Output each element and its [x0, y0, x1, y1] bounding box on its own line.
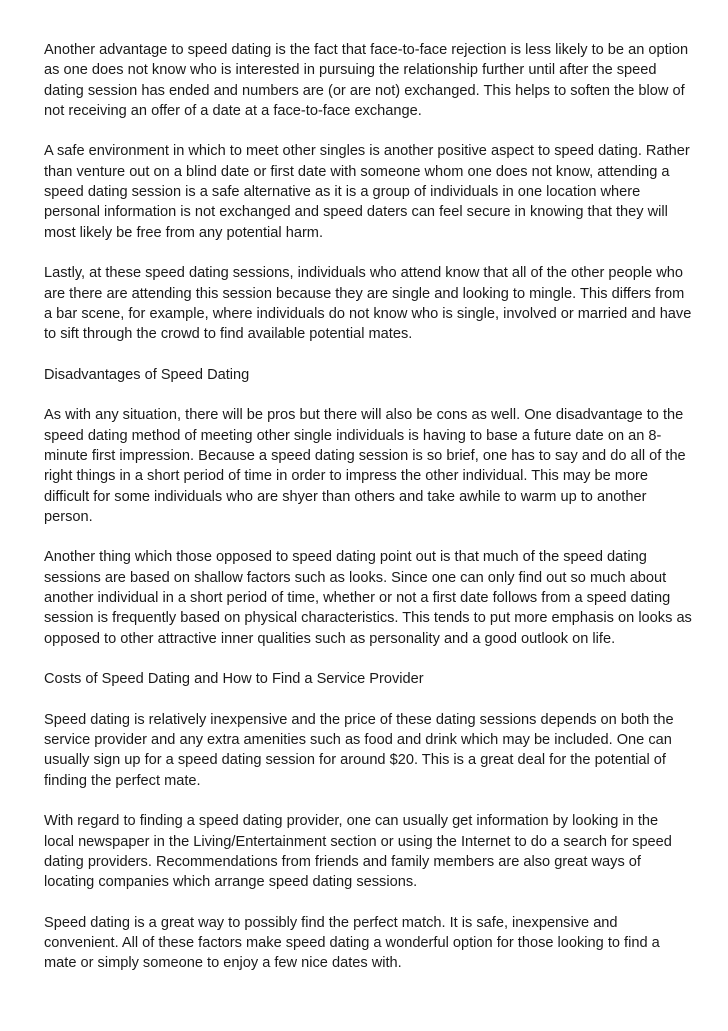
- document-page: [44, 40, 692, 994]
- paragraph-finding-provider: With regard to finding a speed dating provider, one can usually get information by looking in the local newspaper in the Living/Entertainment section or using the Internet to do a search for speed dating providers. Recommendations from friends and family members are also great ways of locating companies which arrange speed dating sessions.: [44, 813, 672, 891]
- paragraph-safe-environment: A safe environment in which to meet other singles is another positive aspect to speed dating. Rather than venture out on a blind date or first date with someone whom one does not know, attending a speed dating session is a safe alternative as it is a group of individuals in one location where personal information is not exchanged and speed daters can feel secure in knowing that they will most likely be free from any potential harm.: [44, 143, 690, 241]
- paragraph-shallow-factors: Another thing which those opposed to speed dating point out is that much of the speed dating sessions are based on shallow factors such as looks. Since one can only find out so much about another individual in a short period of time, whether or not a first date follows from a speed dating session is frequently based on physical characteristics. This tends to put more emphasis on looks as opposed to other attractive inner qualities such as personality and a good outlook on life.: [44, 549, 692, 647]
- paragraph-first-impression: As with any situation, there will be pros but there will also be cons as well. One disadvantage to the speed dating method of meeting other single individuals is having to base a future date on an 8-minute first impression. Because a speed dating session is so brief, one has to say and do all of the right things in a short period of time in order to impress the other individual. This may be more difficult for some individuals who are shyer than others and take awhile to warm up to another person.: [44, 407, 686, 525]
- section-heading-disadvantages: Disadvantages of Speed Dating: [44, 366, 250, 383]
- paragraph-costs: Speed dating is relatively inexpensive and the price of these dating sessions depends on both the service provider and any extra amenities such as food and drink which may be included. One can usually sign up for a speed dating session for around $20. This is a great deal for the potential of finding the perfect mate.: [44, 711, 674, 789]
- section-heading-costs: Costs of Speed Dating and How to Find a Service Provider: [44, 671, 424, 688]
- paragraph-rejection-advantage: Another advantage to speed dating is the fact that face-to-face rejection is less likely to be an option as one does not know who is interested in pursuing the relationship further until after the speed dating session has ended and numbers are (or are not) exchanged. This helps to soften the blow of not receiving an offer of a date at a face-to-face exchange.: [44, 42, 689, 119]
- paragraph-conclusion: Speed dating is a great way to possibly find the perfect match. It is safe, inexpensive and convenient. All of these factors make speed dating a wonderful option for those looking to find a mate or simply someone to enjoy a few nice dates with.: [44, 914, 660, 972]
- paragraph-singles-only: Lastly, at these speed dating sessions, individuals who attend know that all of the other people who are there are attending this session because they are single and looking to mingle. This differs from a bar scene, for example, where individuals do not know who is single, involved or married and have to sift through the crowd to find available potential mates.: [44, 265, 692, 343]
